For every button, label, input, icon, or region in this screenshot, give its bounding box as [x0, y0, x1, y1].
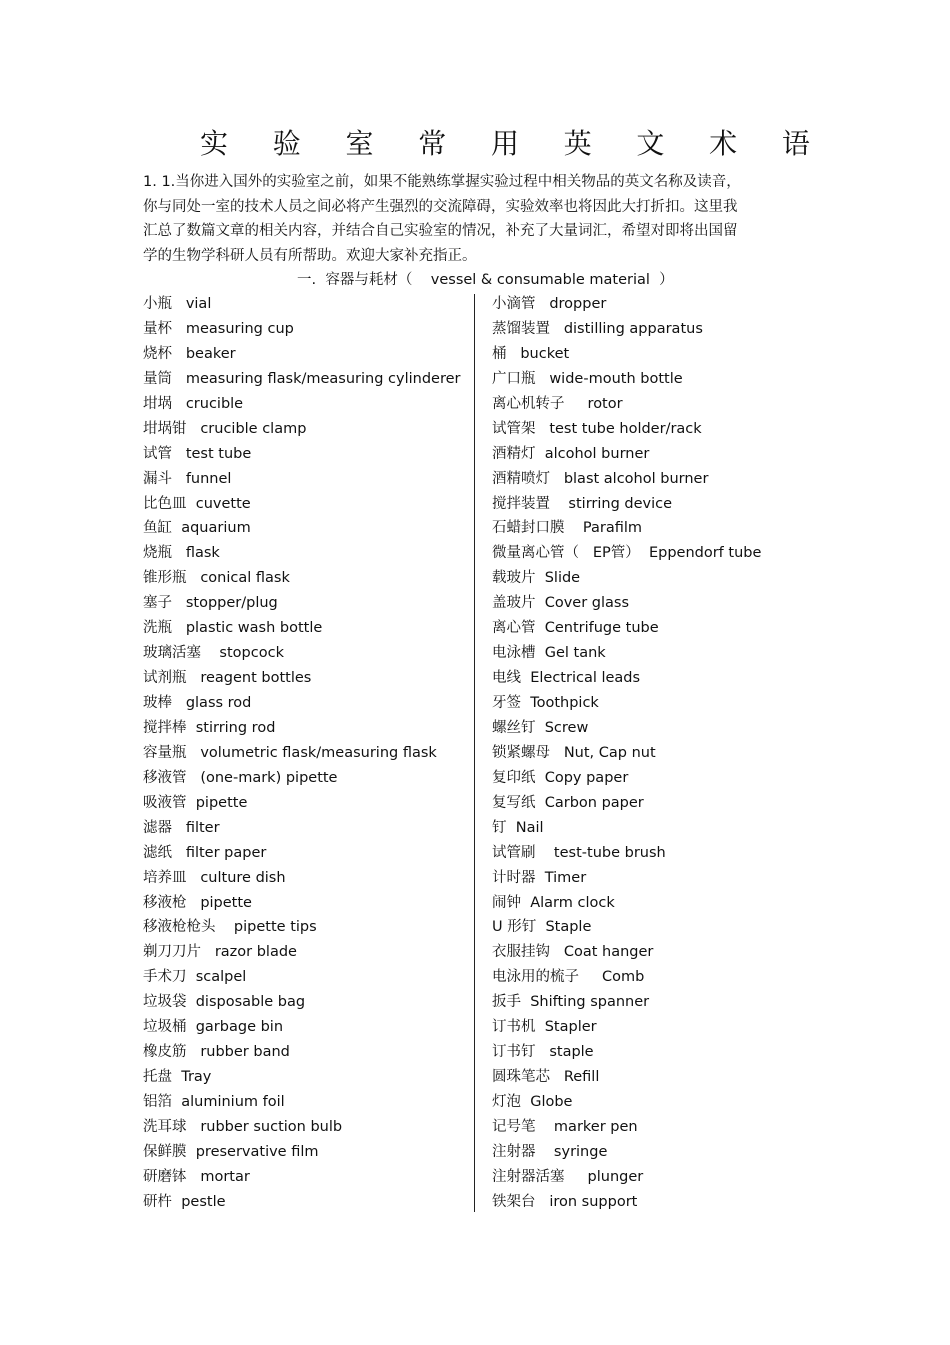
title-char: 验 [272, 127, 301, 160]
right-term-column [492, 292, 812, 1215]
term-entry: 酒精喷灯 blast alcohol burner [492, 470, 709, 487]
term-entry: 漏斗 funnel [143, 470, 232, 487]
term-entry: 计时器 Timer [492, 869, 587, 886]
term-entry: 离心机转子 rotor [492, 395, 623, 412]
term-entry: 灯泡 Globe [492, 1094, 573, 1110]
term-entry: 载玻片 Slide [492, 570, 581, 587]
term-entry: U 形钉 Staple [492, 919, 592, 936]
term-entry: 量杯 measuring cup [143, 320, 294, 337]
term-entry: 衣服挂钩 Coat hanger [492, 944, 654, 961]
term-entry: 试剂瓶 reagent bottles [143, 670, 312, 687]
term-entry: 记号笔 marker pen [492, 1118, 638, 1135]
term-entry: 圆珠笔芯 Refill [492, 1069, 600, 1086]
term-entry: 滤纸 filter paper [143, 844, 267, 861]
term-entry: 小瓶 vial [143, 296, 212, 312]
term-entry: 广口瓶 wide-mouth bottle [492, 370, 683, 387]
term-entry: 微量离心管（ EP管） Eppendorf tube [492, 545, 762, 562]
page-title [200, 122, 810, 162]
title-char: 语 [781, 127, 810, 160]
term-entry: 试管刷 test-tube brush [492, 844, 666, 861]
term-entry: 托盘 Tray [143, 1069, 212, 1086]
term-entry: 鱼缸 aquarium [143, 520, 251, 537]
term-entry: 塞子 stopper/plug [143, 595, 278, 612]
term-entry: 搅拌棒 stirring rod [143, 719, 276, 736]
term-entry: 锥形瓶 conical flask [143, 570, 290, 587]
term-entry: 螺丝钉 Screw [492, 719, 589, 736]
term-entry: 注射器活塞 plunger [492, 1168, 644, 1185]
term-entry: 离心管 Centrifuge tube [492, 620, 659, 637]
term-entry: 比色皿 cuvette [143, 495, 251, 512]
term-entry: 酒精灯 alcohol burner [492, 445, 650, 462]
term-entry: 铝箔 aluminium foil [143, 1094, 285, 1110]
term-entry: 扳手 Shifting spanner [492, 994, 650, 1011]
column-divider [474, 294, 475, 1212]
term-entry: 铁架台 iron support [492, 1193, 638, 1210]
term-entry: 坩埚 crucible [143, 395, 244, 412]
term-entry: 吸液管 pipette [143, 794, 248, 811]
term-entry: 量筒 measuring flask/measuring cylinderer [143, 370, 461, 387]
term-entry: 滤器 filter [143, 819, 220, 836]
term-entry: 电泳用的梳子 Comb [492, 969, 645, 986]
term-entry: 试管架 test tube holder/rack [492, 420, 702, 437]
term-entry: 研杵 pestle [143, 1193, 226, 1210]
term-entry: 电泳槽 Gel tank [492, 645, 606, 662]
term-entry: 闹钟 Alarm clock [492, 894, 615, 911]
term-entry: 盖玻片 Cover glass [492, 595, 630, 612]
term-entry: 钉 Nail [492, 819, 544, 836]
term-entry: 订书钉 staple [492, 1044, 594, 1061]
term-entry: 洗瓶 plastic wash bottle [143, 620, 323, 637]
term-entry: 手术刀 scalpel [143, 969, 247, 986]
term-entry: 复印纸 Copy paper [492, 769, 629, 786]
term-entry: 订书机 Stapler [492, 1019, 597, 1036]
term-entry: 桶 bucket [492, 345, 570, 362]
term-entry: 容量瓶 volumetric flask/measuring flask [143, 744, 437, 761]
term-entry: 坩埚钳 crucible clamp [143, 420, 307, 437]
term-entry: 移液管 (one-mark) pipette [143, 769, 338, 786]
term-entry: 烧瓶 flask [143, 545, 220, 562]
title-char: 英 [563, 127, 592, 160]
term-entry: 试管 test tube [143, 445, 252, 462]
term-entry: 石蜡封口膜 Parafilm [492, 520, 643, 537]
title-char: 室 [345, 127, 374, 160]
term-entry: 烧杯 beaker [143, 345, 236, 362]
term-entry: 研磨钵 mortar [143, 1168, 250, 1185]
title-char: 实 [200, 127, 229, 160]
term-entry: 橡皮筋 rubber band [143, 1044, 290, 1061]
term-entry: 电线 Electrical leads [492, 670, 641, 687]
term-entry: 保鲜膜 preservative film [143, 1143, 319, 1160]
term-entry: 小滴管 dropper [492, 296, 607, 312]
term-entry: 垃圾袋 disposable bag [143, 994, 306, 1011]
term-entry: 移液枪枪头 pipette tips [143, 919, 317, 936]
term-entry: 培养皿 culture dish [143, 869, 286, 886]
term-entry: 牙签 Toothpick [492, 695, 599, 711]
term-entry: 移液枪 pipette [143, 894, 252, 911]
term-entry: 注射器 syringe [492, 1143, 608, 1160]
term-entry: 洗耳球 rubber suction bulb [143, 1118, 343, 1135]
term-entry: 蒸馏装置 distilling apparatus [492, 320, 703, 337]
term-entry: 垃圾桶 garbage bin [143, 1019, 284, 1036]
term-entry: 剃刀刀片 razor blade [143, 944, 297, 961]
title-char: 文 [636, 127, 665, 160]
title-char: 术 [709, 127, 738, 160]
title-char: 常 [418, 127, 447, 160]
intro-paragraph: 1. 1.当你进入国外的实验室之前，如果不能熟练掌握实验过程中相关物品的英文名称及读音，你与同处一室的技术人员之间必将产生强烈的交流障碍，实验效率也将因此大打折扣。这里我汇总了数篇文章的相关内容，并结合自己实验室的情况，补充了大量词汇，希望对即将出国留学的生物学科研人员有所帮助。欢迎大家补充指正。 [143, 174, 741, 265]
term-entry: 玻璃活塞 stopcock [143, 645, 284, 662]
section-heading: 一. 容器与耗材（ vessel & consumable material ） [297, 272, 674, 288]
title-char: 用 [490, 127, 519, 160]
term-entry: 玻棒 glass rod [143, 695, 252, 711]
term-entry: 锁紧螺母 Nut, Cap nut [492, 744, 656, 761]
left-term-column [143, 292, 473, 1215]
term-entry: 搅拌装置 stirring device [492, 495, 673, 512]
term-entry: 复写纸 Carbon paper [492, 794, 644, 811]
